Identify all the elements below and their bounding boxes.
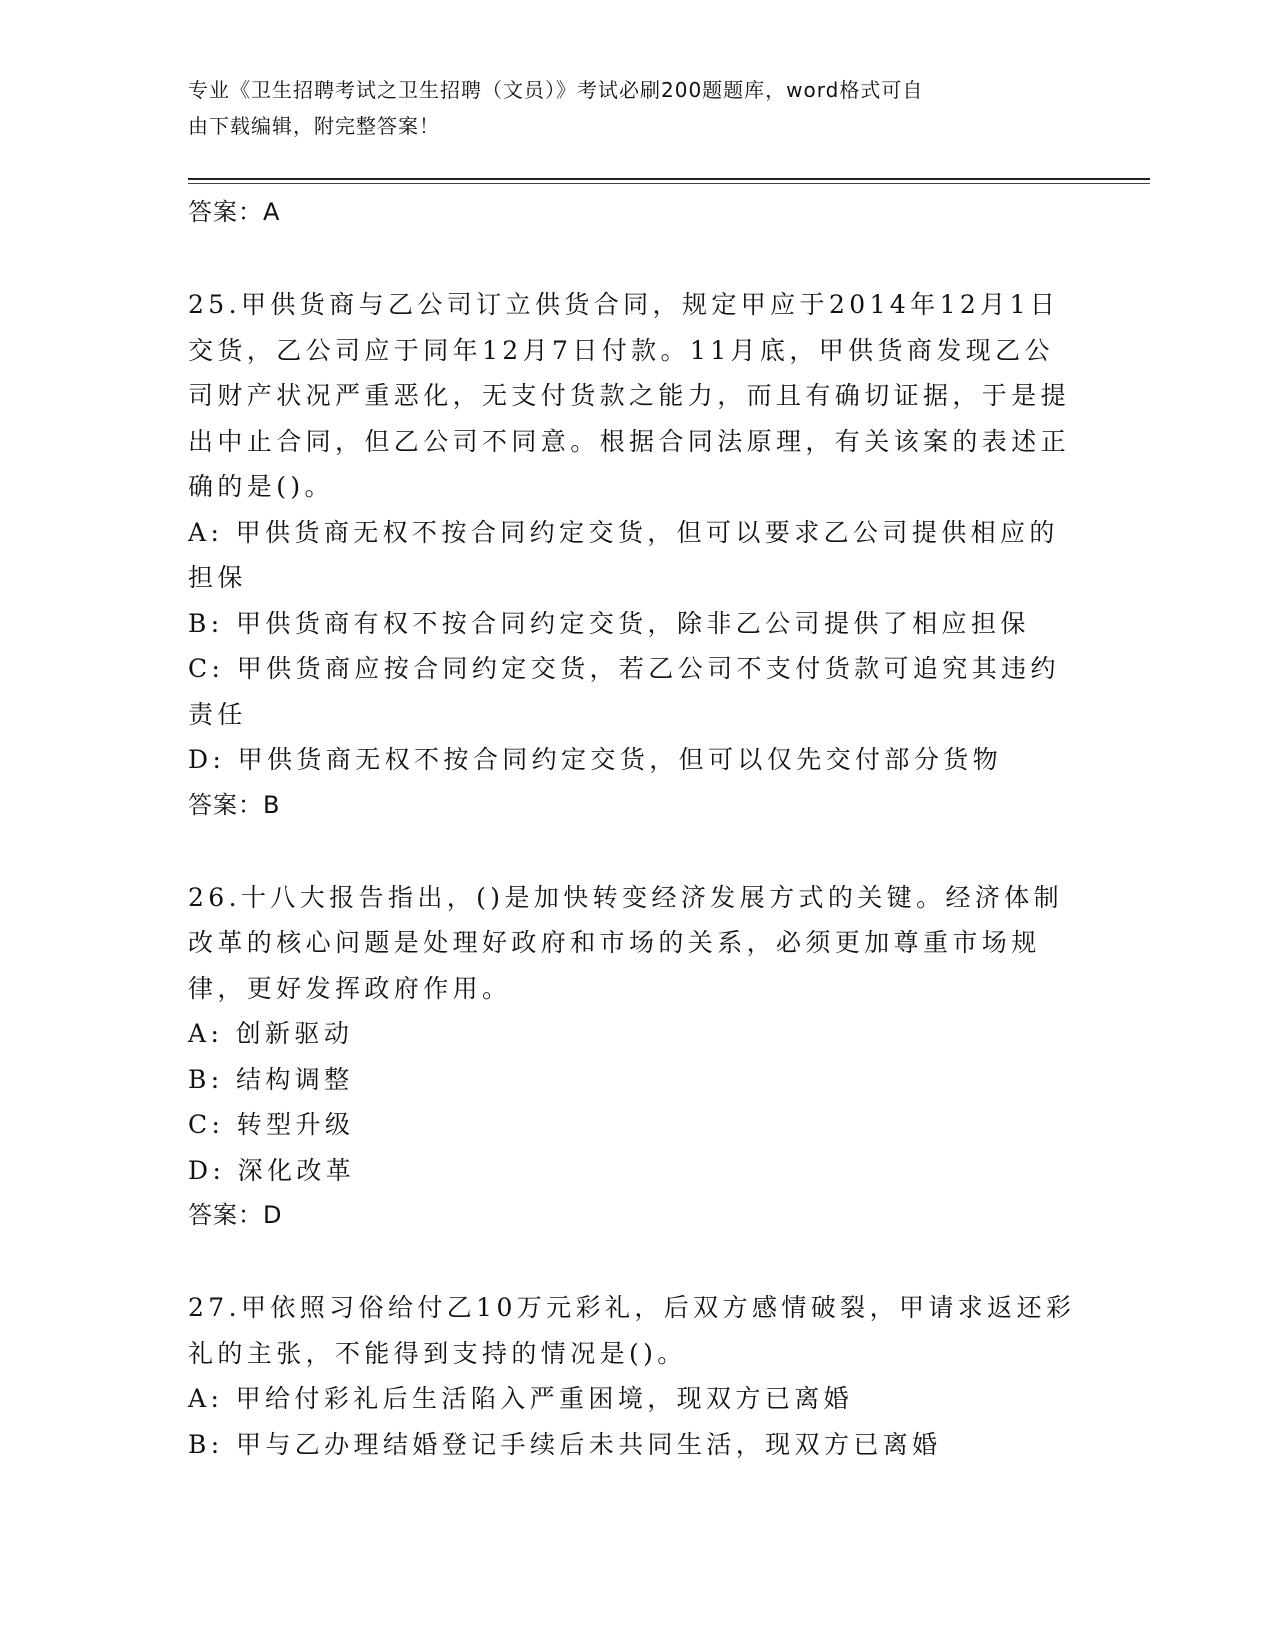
option-a: A: 甲给付彩礼后生活陷入严重困境，现双方已离婚: [188, 1384, 854, 1413]
option-d: D: 甲供货商无权不按合同约定交货，但可以仅先交付部分货物: [188, 745, 1003, 774]
header-line-1: 专业《卫生招聘考试之卫生招聘（文员）》考试必刷200题题库，word格式可自: [188, 78, 924, 102]
question-27: [188, 1285, 1078, 1467]
option-b: B: 甲与乙办理结婚登记手续后未共同生活，现双方已离婚: [188, 1429, 942, 1459]
question-text: 25.甲供货商与乙公司订立供货合同，规定甲应于2014年12月1日交货，乙公司应于同年12月7日付款。11月底，甲供货商发现乙公司财产状况严重恶化，无支付货款之能力，而且有确切证据，于是提出中止合同，但乙公司不同意。根据合同法原理，有关该案的表述正确的是()。: [188, 290, 1071, 501]
question-text: 27.甲依照习俗给付乙10万元彩礼，后双方感情破裂，甲请求返还彩礼的主张，不能得到支持的情况是()。: [188, 1293, 1076, 1368]
option-a: A: 创新驱动: [188, 1019, 354, 1048]
option-b: B: 结构调整: [188, 1064, 354, 1094]
option-b: B: 甲供货商有权不按合同约定交货，除非乙公司提供了相应担保: [188, 608, 1030, 638]
answer: 答案：B: [188, 790, 281, 819]
header-rule-thick: [188, 178, 1150, 180]
option-d: D: 深化改革: [188, 1155, 356, 1185]
question-26: [188, 875, 1078, 1238]
page-header: [188, 72, 1068, 144]
answer-previous: 答案：A: [188, 198, 281, 226]
option-a: A: 甲供货商无权不按合同约定交货，但可以要求乙公司提供相应的担保: [188, 517, 1059, 592]
question-25: [188, 282, 1078, 827]
option-c: C: 甲供货商应按合同约定交货，若乙公司不支付货款可追究其违约责任: [188, 654, 1060, 729]
option-c: C: 转型升级: [188, 1110, 355, 1139]
question-text: 26.十八大报告指出，()是加快转变经济发展方式的关键。经济体制改革的核心问题是处理好政府和市场的关系，必须更加尊重市场规律，更好发挥政府作用。: [188, 882, 1064, 1003]
header-line-2: 由下载编辑，附完整答案！: [188, 114, 440, 138]
answer: 答案：D: [188, 1201, 283, 1229]
document-content: [188, 190, 1078, 1467]
header-rule-thin: [188, 183, 1150, 184]
